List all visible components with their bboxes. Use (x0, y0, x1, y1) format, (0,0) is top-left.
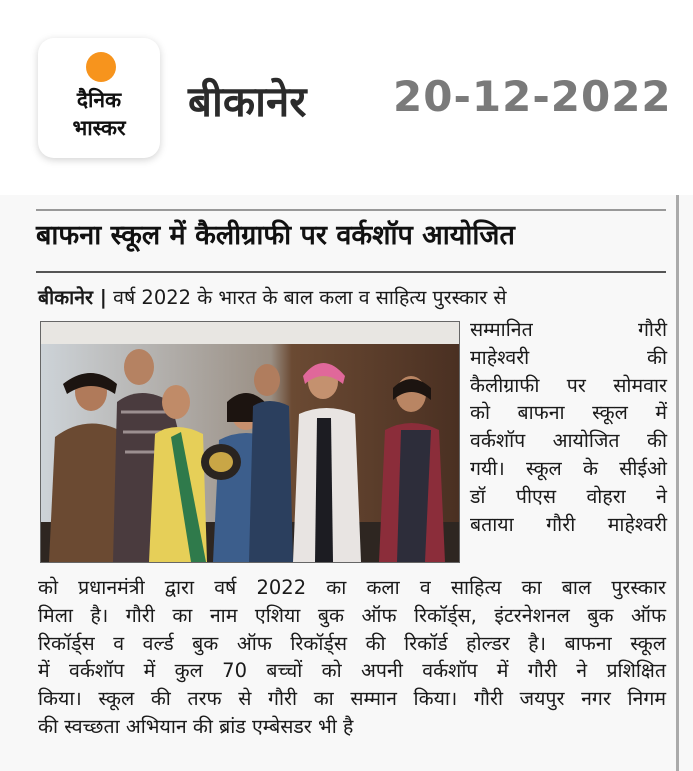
side-line: डॉ पीएस वोहरा ने (470, 484, 667, 508)
article-side-column (470, 316, 667, 538)
side-line: बताया गौरी माहेश्वरी (470, 512, 667, 536)
edition-city: बीकानेर (188, 77, 307, 126)
side-line: कैलीग्राफी पर सोमवार (470, 373, 667, 397)
newspaper-clipping (0, 195, 693, 771)
article-photo (40, 321, 460, 563)
side-line: वर्कशॉप आयोजित की (470, 429, 667, 453)
headline-rule (36, 271, 666, 273)
body-line: मिला है। गौरी का नाम एशिया बुक ऑफ रिकॉर्ड्स, इंटरनेशनल बुक ऑफ (38, 603, 666, 627)
article-body-bottom (38, 574, 666, 741)
body-line: को प्रधानमंत्री द्वारा वर्ष 2022 का कला व साहित्य का बाल पुरस्कार (38, 576, 666, 599)
article-headline: बाफना स्कूल में कैलीग्राफी पर वर्कशॉप आयोजित (36, 220, 515, 251)
body-line: रिकॉर्ड्स व वर्ल्ड बुक ऑफ रिकॉर्ड्स की रिकॉर्ड होल्डर है। बाफना स्कूल (38, 631, 666, 655)
clipping-edge (676, 195, 679, 771)
article-line-1: वर्ष 2022 के भारत के बाल कला व साहित्य पुरस्कार से (113, 286, 507, 309)
sun-icon (86, 52, 116, 82)
body-line: किया। स्कूल की तरफ से गौरी का सम्मान किया। गौरी जयपुर नगर निगम (38, 687, 666, 711)
logo-text-line2: भास्कर (72, 116, 126, 140)
logo-text-line1: दैनिक (76, 88, 122, 112)
dainik-bhaskar-logo (38, 38, 160, 158)
side-line: गयी। स्कूल के सीईओ (470, 456, 667, 480)
top-rule (36, 209, 666, 211)
side-line: को बाफना स्कूल में (470, 401, 667, 425)
dateline: बीकानेर | (38, 286, 107, 309)
side-line: माहेश्वरी की (470, 345, 667, 369)
side-line: सम्मानित गौरी (470, 318, 667, 341)
award-ceremony-photo (41, 322, 459, 562)
body-line: की स्वच्छता अभियान की ब्रांड एम्बेसडर भी है (38, 714, 354, 738)
article-first-line (38, 284, 666, 312)
page-header (0, 0, 693, 190)
body-line: में वर्कशॉप में कुल 70 बच्चों को अपनी वर्कशॉप में गौरी ने प्रशिक्षित (38, 659, 666, 683)
edition-date: 20-12-2022 (393, 72, 672, 121)
